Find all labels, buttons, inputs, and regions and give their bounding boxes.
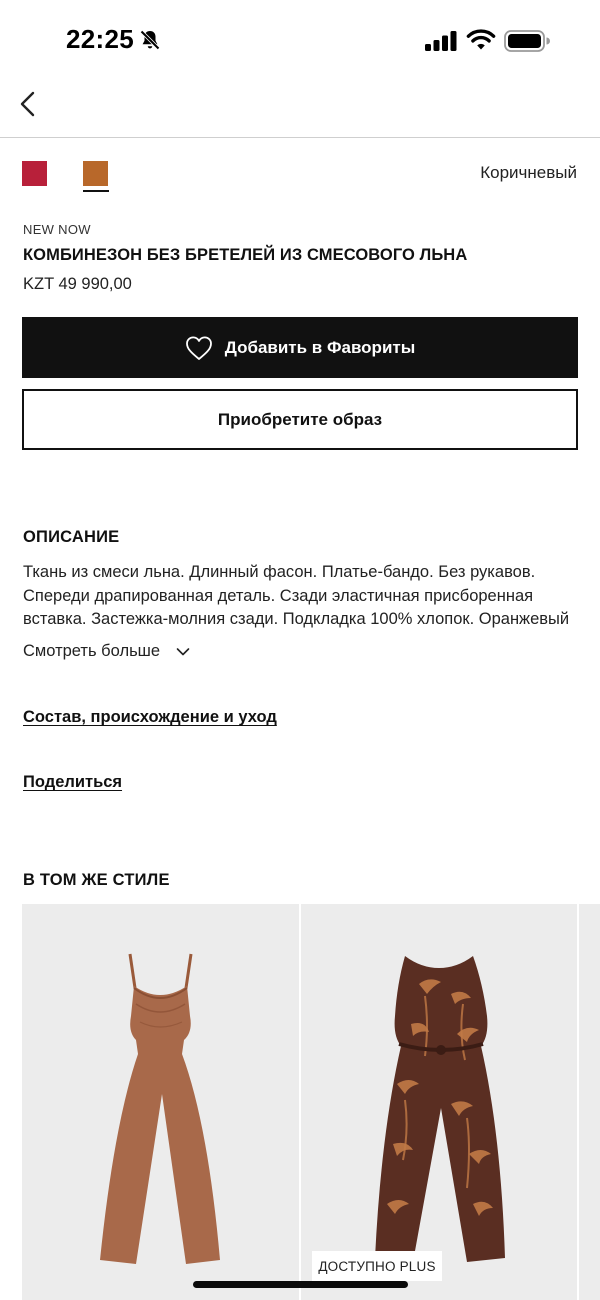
related-product-card[interactable] [579, 904, 600, 1300]
see-more-label: Смотреть больше [23, 642, 161, 660]
wifi-icon [466, 28, 496, 52]
related-product-card[interactable] [301, 904, 577, 1300]
heart-icon [185, 335, 213, 361]
header-divider [0, 137, 600, 138]
jumpsuit-palm-print-image [301, 904, 577, 1300]
status-time: 22:25 [66, 24, 134, 54]
shop-the-look-button[interactable]: Приобретите образ [22, 389, 578, 450]
battery-icon [504, 29, 550, 53]
back-chevron-icon[interactable] [14, 88, 48, 122]
color-swatch-brown[interactable] [83, 161, 108, 186]
selected-color-name: Коричневый [480, 163, 577, 182]
related-product-card[interactable] [22, 904, 299, 1300]
description-line: вставка. Застежка-молния сзади. Подкладка 100% хлопок. Оранжевый [23, 610, 570, 628]
home-indicator [193, 1281, 408, 1288]
description-line: Ткань из смеси льна. Длинный фасон. Платье-бандо. Без рукавов. [23, 563, 536, 581]
jumpsuit-plain-image [22, 904, 299, 1300]
color-swatch-red[interactable] [22, 161, 47, 186]
share-link[interactable]: Поделиться [23, 773, 123, 791]
composition-care-link[interactable]: Состав, происхождение и уход [23, 708, 277, 726]
description-heading: ОПИСАНИЕ [23, 528, 120, 546]
new-now-badge: NEW NOW [23, 222, 91, 237]
add-to-favorites-label: Добавить в Фавориты [224, 337, 416, 357]
related-heading: В ТОМ ЖЕ СТИЛЕ [23, 871, 170, 889]
bell-muted-icon [138, 28, 162, 52]
see-more-button[interactable] [23, 642, 190, 661]
selected-swatch-indicator [83, 190, 109, 192]
plus-available-badge: ДОСТУПНО PLUS [312, 1251, 442, 1281]
add-to-favorites-button[interactable] [22, 317, 578, 378]
signal-icon [424, 30, 458, 52]
chevron-down-icon [176, 647, 190, 657]
product-title: КОМБИНЕЗОН БЕЗ БРЕТЕЛЕЙ ИЗ СМЕСОВОГО ЛЬНА [23, 246, 468, 264]
description-text [23, 561, 578, 632]
product-price: KZT 49 990,00 [23, 275, 132, 293]
description-line: Спереди драпированная деталь. Сзади эластичная присборенная [23, 586, 534, 605]
